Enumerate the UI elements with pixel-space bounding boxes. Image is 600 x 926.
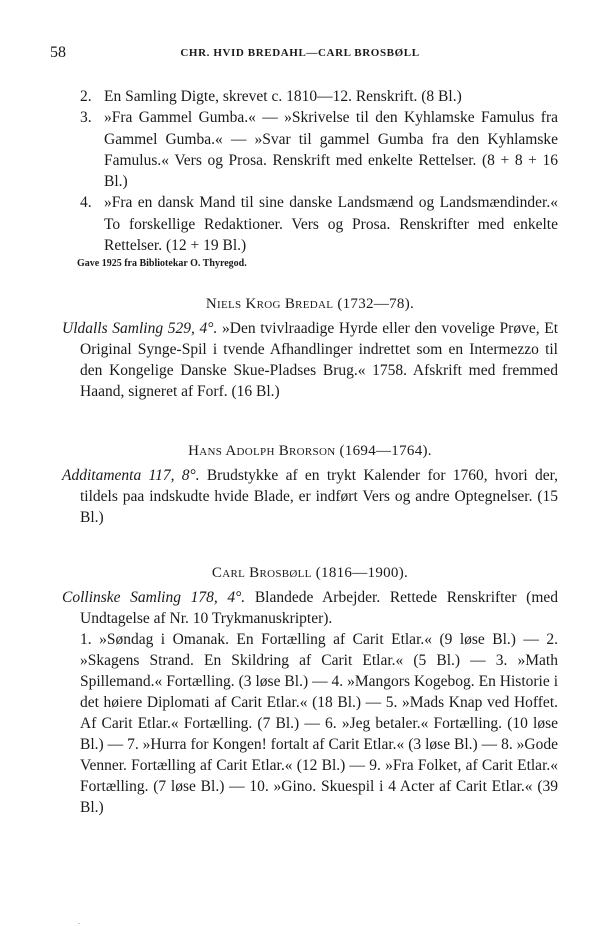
- item-number: 2.: [80, 88, 92, 105]
- collection-reference: Collinske Samling 178, 4°.: [62, 589, 246, 606]
- bredahl-manuscripts: [77, 86, 558, 270]
- list-item: [80, 192, 558, 256]
- catalog-entry: [62, 587, 558, 629]
- item-number: 4.: [80, 194, 92, 212]
- running-head: [50, 44, 550, 66]
- item-text: »Fra Gammel Gumba.« — »Skrivelse til den Kyhlamske Famulus fra Gammel Gumba.« — »Svar til gammel Gumba fra den Kyhlamske Famulus.« Vers og Prosa. Renskrift med enkelte Rettelser. (8 + 8 + 16 Bl.): [104, 109, 558, 191]
- section-heading: Niels Krog Bredal (1732—78).: [205, 296, 415, 312]
- catalog-entry: [62, 465, 558, 528]
- section-carl-brosboll: [62, 561, 558, 818]
- manuscript-list: [80, 86, 558, 256]
- item-text: En Samling Digte, skrevet c. 1810—12. Renskrift. (8 Bl.): [104, 88, 462, 105]
- page-number: 58: [50, 44, 66, 61]
- list-item: [80, 107, 558, 192]
- section-niels-krog-bredal: [62, 292, 558, 402]
- item-text: »Fra en dansk Mand til sine danske Landsmænd og Landsmændinder.« To forskellige Redaktioner. Vers og Prosa. Renskrifter med enkelte Rettelser. (12 + 19 Bl.): [104, 194, 558, 255]
- list-item: [80, 86, 558, 107]
- running-title: CHR. HVID BREDAHL—CARL BROSBØLL: [180, 47, 420, 59]
- page-mark: .: [78, 917, 80, 926]
- entry-text: »Den tvivlraadige Hyrde eller den vovelige Prøve, Et Original Synge-Spil i tvende Afhandlinger indrettet som en Intermezzo til den Kongelige Danske Skue-Pladses Brug.« 1758. Afskrift med fremmed Haand, signeret af Forf. (16 Bl.): [80, 320, 559, 400]
- contents-list: 1. »Søndag i Omanak. En Fortælling af Carit Etlar.« (9 løse Bl.) — 2. »Skagens Strand. En Skildring af Carit Etlar.« (5 Bl.) — 3. »Math Spillemand.« Fortælling. (3 løse Bl.) — 4. »Mangors Kogebog. En Historie i det høiere Diplomati af Carit Etlar.« (18 Bl.) — 5. »Mads Knap ved Hoffet. Af Carit Etlar.« Fortælling. (7 Bl.) — 6. »Jeg betaler.« Fortælling. (10 løse Bl.) — 7. »Hurra for Kongen! fortalt af Carit Etlar.« (3 løse Bl.) — 8. »Gode Venner. Fortælling af Carit Etlar.« (12 Bl.) — 9. »Fra Folket, af Carit Etlar.« Fortælling. (7 løse Bl.) — 10. »Gino. Skuespil i 4 Acter af Carit Etlar.« (39 Bl.): [80, 631, 558, 816]
- collection-reference: Additamenta 117, 8°.: [62, 467, 200, 484]
- catalog-entry: [62, 318, 558, 402]
- entry-text: Brudstykke af en trykt Kalender for 1760, hvori der, tildels paa indskudte hvide Blade, er indført Vers og andre Optegnelser. (15 Bl.): [80, 467, 558, 526]
- gift-note: Gave 1925 fra Bibliotekar O. Thyregod.: [77, 258, 247, 270]
- section-heading: Carl Brosbøll (1816—1900).: [211, 565, 409, 581]
- section-hans-adolph-brorson: [62, 439, 558, 528]
- section-heading: Hans Adolph Brorson (1694—1764).: [188, 443, 432, 459]
- collection-reference: Uldalls Samling 529, 4°.: [62, 320, 218, 337]
- item-number: 3.: [80, 109, 92, 127]
- entry-text: Blandede Arbejder. Rettede Renskrifter (med Undtagelse af Nr. 10 Trykmanuskripter).: [80, 589, 559, 627]
